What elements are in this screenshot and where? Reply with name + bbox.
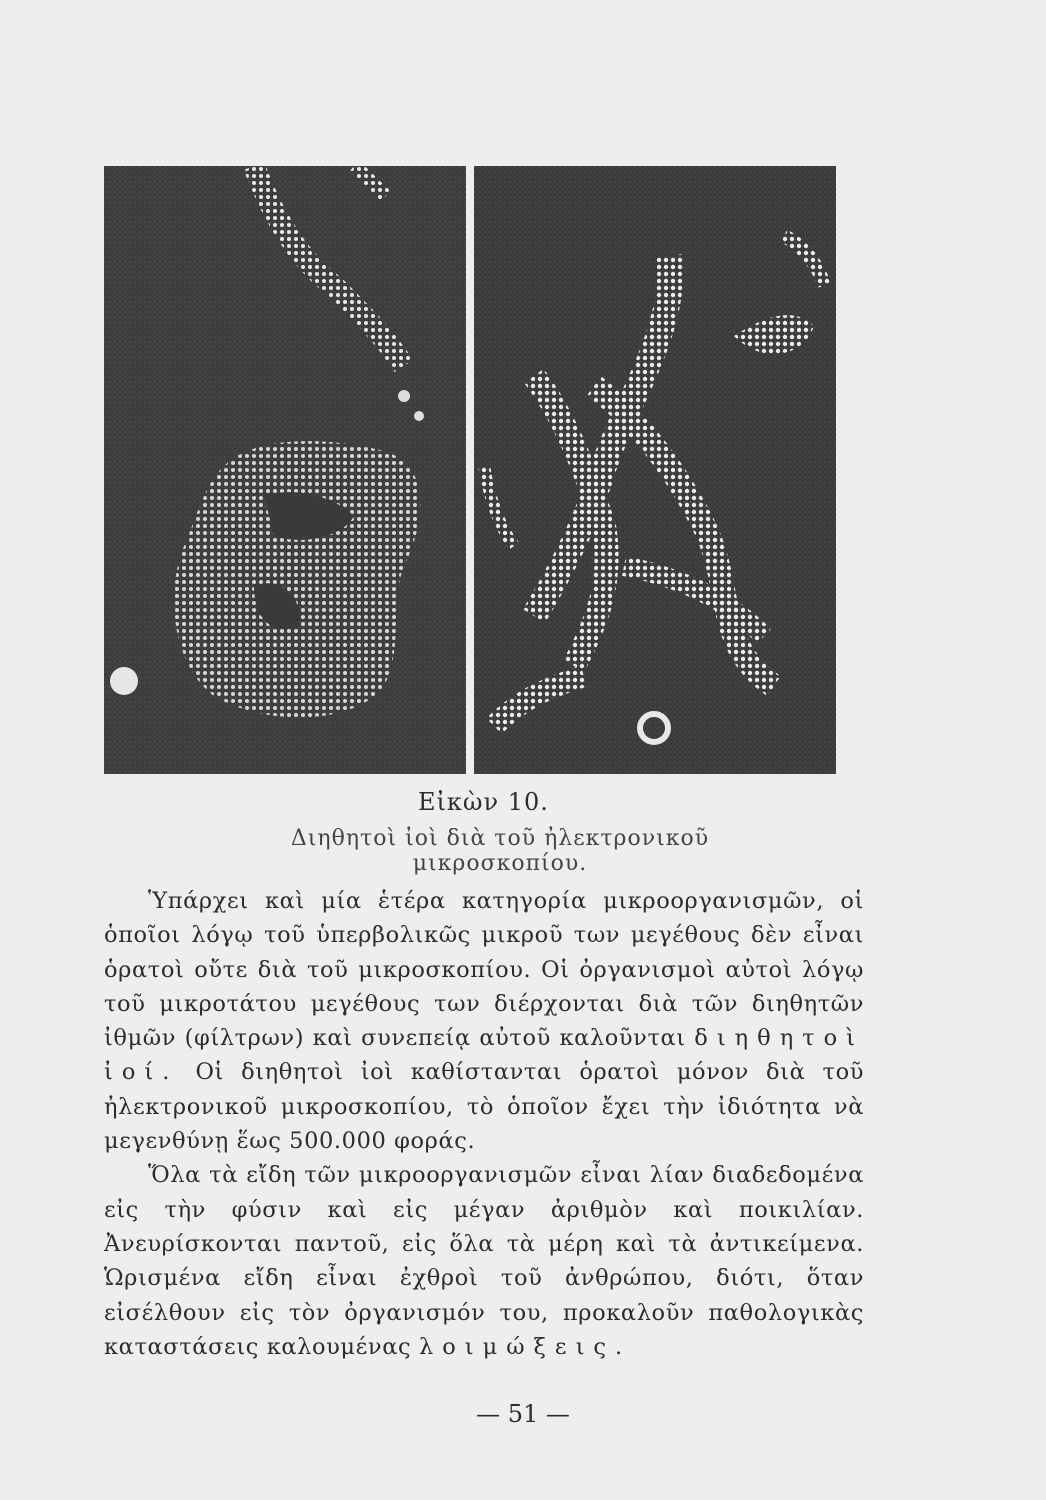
micrograph-right xyxy=(474,166,836,774)
virus-cluster-micrograph xyxy=(104,166,466,774)
paragraph-2-emphasis: λοιμώξεις. xyxy=(418,1333,632,1360)
paragraph-2 xyxy=(104,1158,864,1364)
paragraph-1-emphasis: διηθητοὶ ἰοί. xyxy=(104,1025,864,1086)
figure-label: Εἰκὼν 10. xyxy=(418,788,549,816)
paragraph-2-text: Ὅλα τὰ εἴδη τῶν μικροοργανισμῶν εἶναι λίαν διαδεδομένα εἰς τὴν φύσιν καὶ εἰς μέγαν ἀριθμὸν καὶ ποικιλίαν. Ἀνευρίσκονται παντοῦ, εἰς ὅλα τὰ μέρη καὶ τὰ ἀντικείμενα. Ὡρισμένα εἴδη εἶναι ἐχθροὶ τοῦ ἀνθρώπου, διότι, ὅταν εἰσέλθουν εἰς τὸν ὀργανισμόν του, προκαλοῦν παθολογικὰς καταστάσεις καλουμένας xyxy=(104,1162,864,1360)
page-number: — 51 — xyxy=(476,1400,570,1428)
micrograph-figure xyxy=(104,166,838,776)
paragraph-1-text-after: Οἱ διηθητοὶ ἰοὶ καθίστανται ὁρατοὶ μόνον διὰ τοῦ ἠλεκτρονικοῦ μικροσκοπίου, τὸ ὁποῖον ἔχει τὴν ἰδιότητα νὰ μεγενθύνῃ ἕως 500.000 φοράς. xyxy=(104,1059,864,1155)
micrograph-left xyxy=(104,166,466,774)
figure-caption: Διηθητοὶ ἰοὶ διὰ τοῦ ἠλεκτρονικοῦ μικροσκοπίου. xyxy=(290,826,710,876)
paragraph-1 xyxy=(104,884,864,1158)
virus-filaments-micrograph xyxy=(474,166,836,774)
body-text xyxy=(104,884,864,1364)
paragraph-1-text: Ὑπάρχει καὶ μία ἑτέρα κατηγορία μικροοργανισμῶν, οἱ ὁποῖοι λόγῳ τοῦ ὑπερβολικῶς μικροῦ των μεγέθους δὲν εἶναι ὁρατοὶ οὔτε διὰ τοῦ μικροσκοπίου. Οἱ ὀργανισμοὶ αὐτοὶ λόγῳ τοῦ μικροτάτου μεγέθους των διέρχονται διὰ τῶν διηθητῶν ἰθμῶν (φίλτρων) καὶ συνεπείᾳ αὐτοῦ καλοῦνται xyxy=(104,888,864,1052)
